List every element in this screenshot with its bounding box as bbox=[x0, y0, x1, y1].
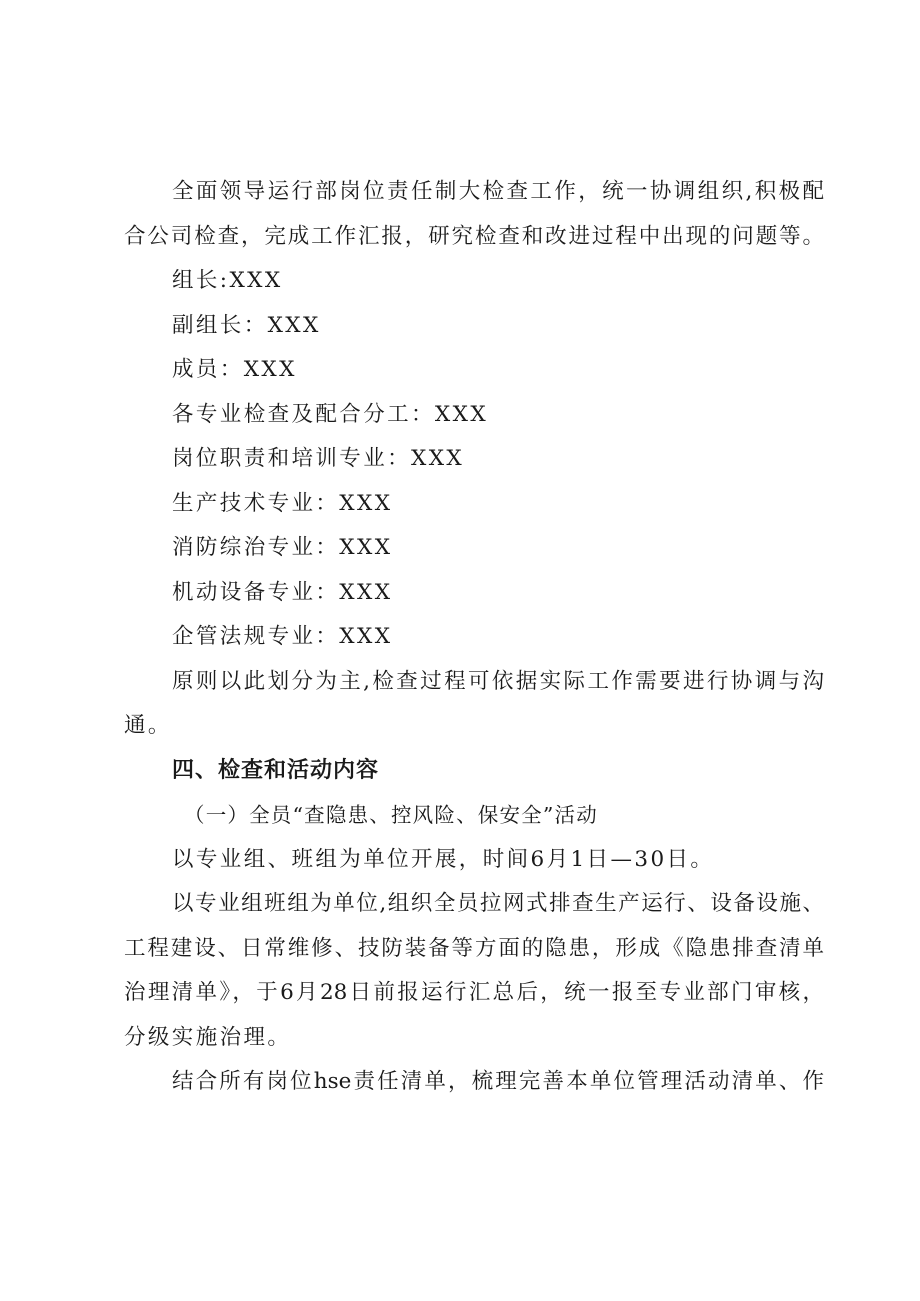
production-specialty-line: 生产技术专业：XXX bbox=[172, 490, 393, 516]
paragraph-line: 原则以此划分为主,检查过程可依据实际工作需要进行协调与沟 bbox=[172, 668, 824, 694]
paragraph-line: 分级实施治理。 bbox=[124, 1024, 292, 1050]
paragraph-line: 合公司检查，完成工作汇报，研究检查和改进过程中出现的问题等。 bbox=[124, 223, 824, 249]
members-line: 成员：XXX bbox=[172, 357, 297, 382]
equipment-specialty-line: 机动设备专业：XXX bbox=[172, 579, 393, 605]
division-line: 各专业检查及配合分工：XXX bbox=[172, 401, 489, 427]
training-specialty-line: 岗位职责和培训专业：XXX bbox=[172, 446, 465, 471]
deputy-leader-line: 副组长：XXX bbox=[172, 312, 321, 338]
fire-specialty-line: 消防综治专业：XXX bbox=[172, 535, 393, 560]
team-leader-line: 组长:XXX bbox=[172, 268, 283, 293]
section-heading: 四、检查和活动内容 bbox=[172, 757, 380, 783]
paragraph-line: 通。 bbox=[124, 713, 172, 738]
paragraph-line: 全面领导运行部岗位责任制大检查工作，统一协调组织,积极配 bbox=[172, 179, 824, 204]
document-body bbox=[124, 170, 824, 1105]
paragraph-line: 结合所有岗位hse责任清单，梳理完善本单位管理活动清单、作 bbox=[172, 1069, 824, 1094]
regulation-specialty-line: 企管法规专业：XXX bbox=[172, 624, 393, 649]
paragraph-line: 以专业组、班组为单位开展，时间6月1日—30日。 bbox=[172, 846, 715, 872]
paragraph-line: 治理清单》，于6月28日前报运行汇总后，统一报至专业部门审核， bbox=[124, 980, 824, 1005]
subsection-heading: （一）全员“查隐患、控风险、保安全”活动 bbox=[184, 803, 598, 827]
paragraph-line: 工程建设、日常维修、技防装备等方面的隐患，形成《隐患排查清单 bbox=[124, 935, 824, 961]
paragraph-line: 以专业组班组为单位,组织全员拉网式排查生产运行、设备设施、 bbox=[172, 891, 824, 916]
